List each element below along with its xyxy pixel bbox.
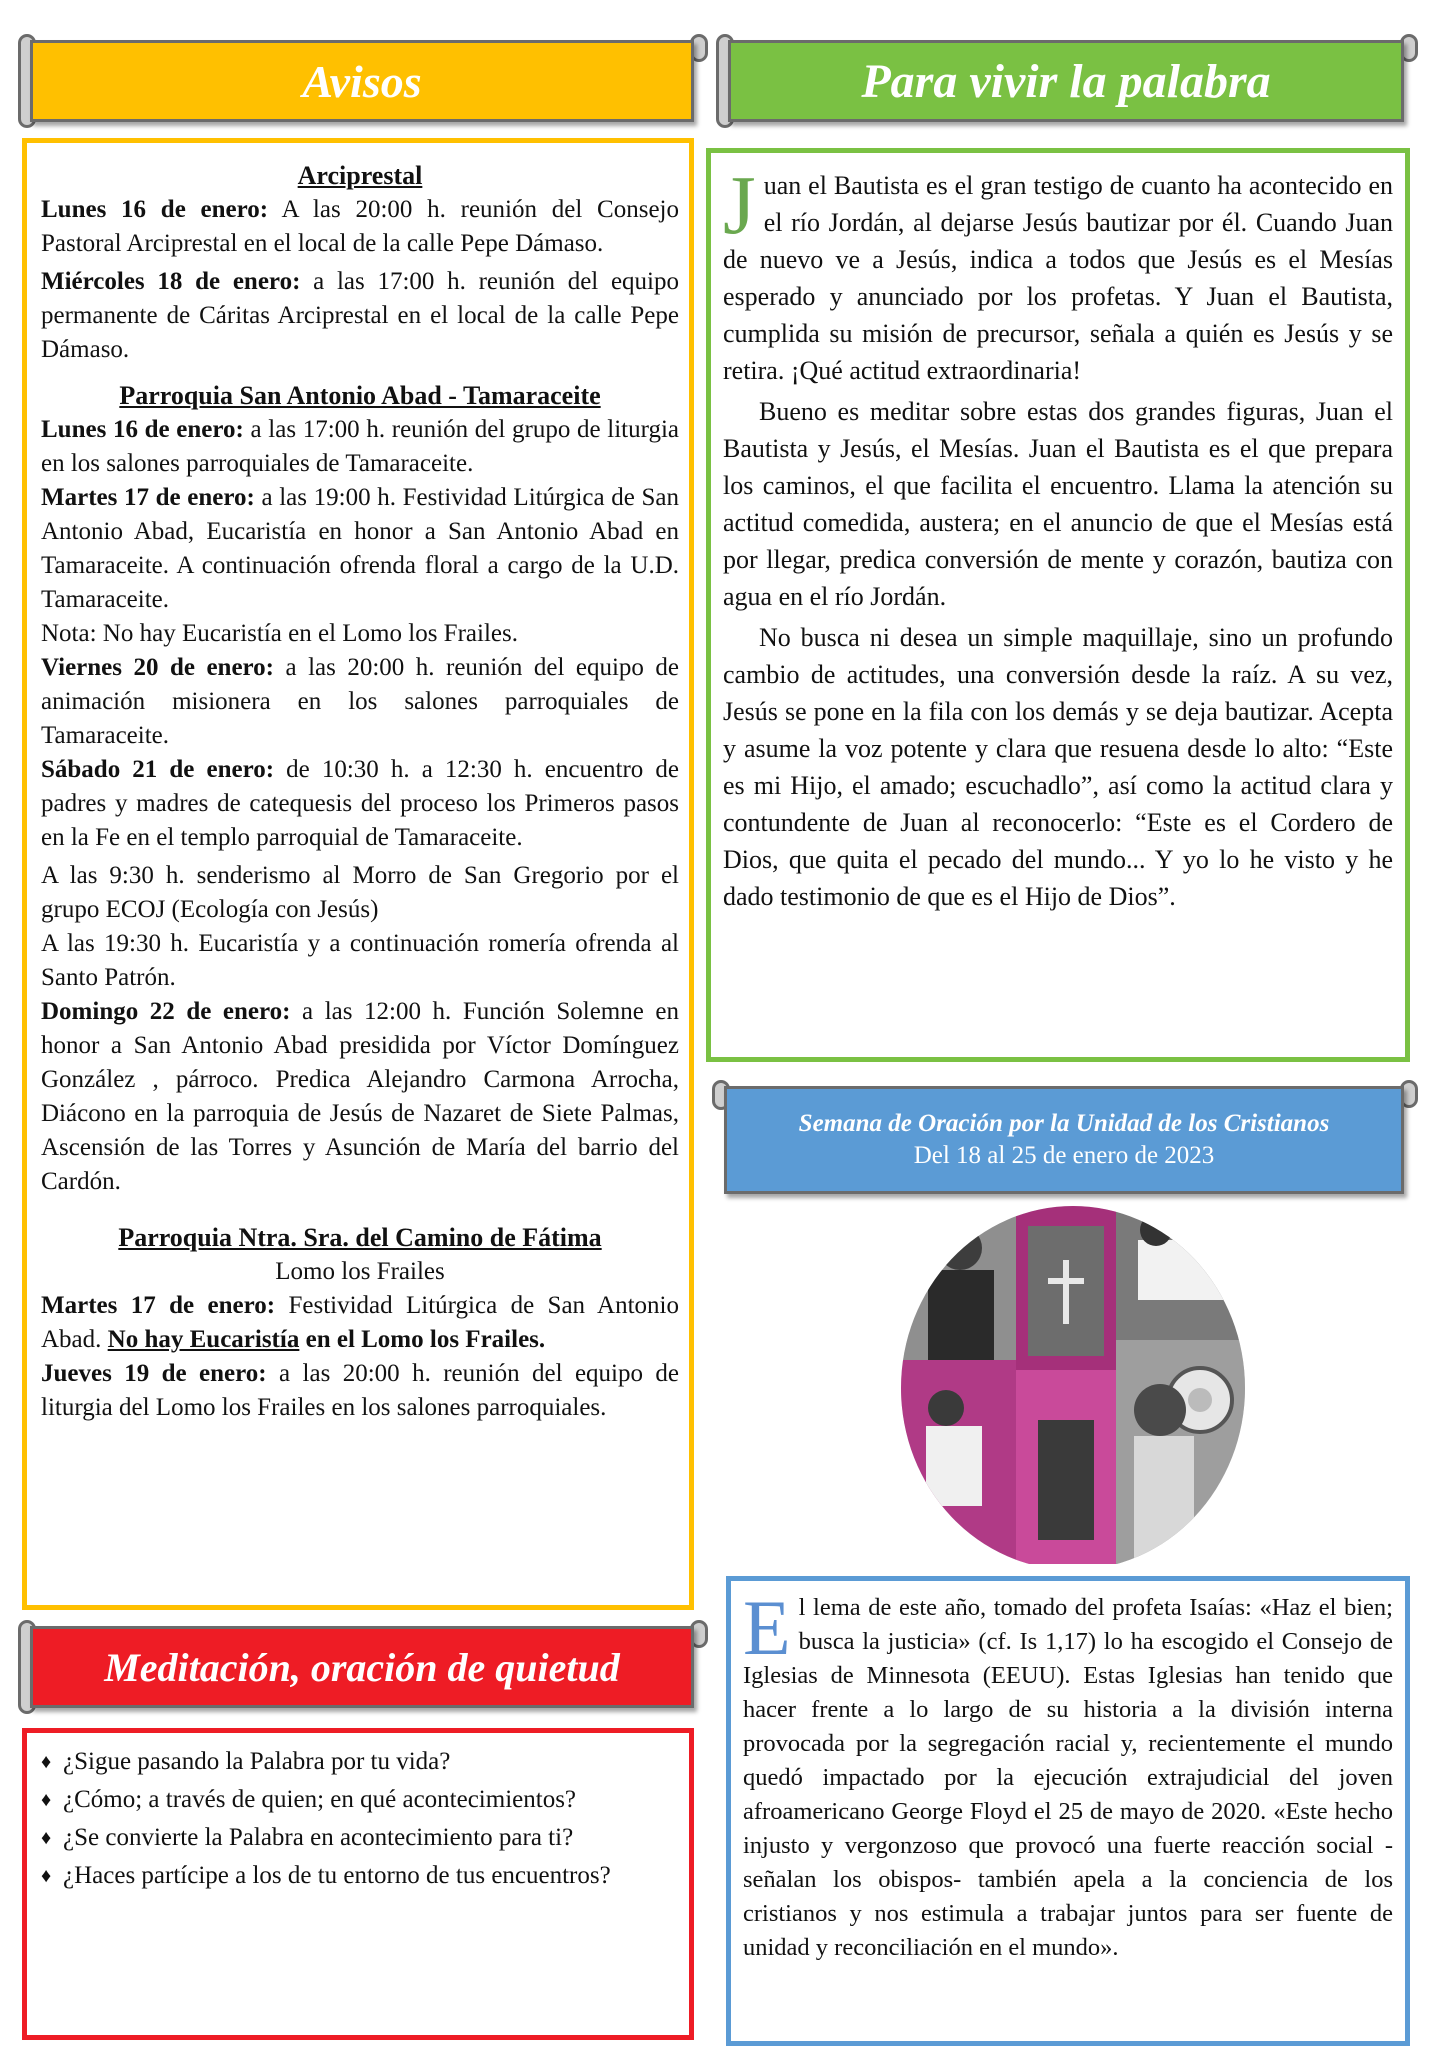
palabra-banner: [728, 40, 1404, 122]
semana-title: Semana de Oración por la Unidad de los Cristianos: [798, 1110, 1330, 1137]
section-subheading: Lomo los Frailes: [275, 1258, 445, 1285]
palabra-paragraph: Juan el Bautista es el gran testigo de cuanto ha acontecido en el río Jordán, al dejarse Jesús bautizar por él. Cuando Juan de nuevo ve a Jesús, indica a todos que Jesús es el Mesías esperado y anunciado por los profetas. Y Juan el Bautista, cumplida su misión de precursor, señala a quién es Jesús y se retira. ¡Qué actitud extraordinaria!: [723, 159, 1393, 385]
palabra-paragraph: No busca ni desea un simple maquillaje, sino un profundo cambio de actitudes, una conversión desde la raíz. A su vez, Jesús se pone en la fila con los demás y se deja bautizar. Acepta y asume la voz potente y clara que resuena desde lo alto: “Este es mi Hijo, el amado; escuchadlo”, así como la actitud clara y contundente de Juan al reconocerlo: “Este es el Cordero de Dios, que quita el pecado del mundo... Y yo lo he visto y he dado testimonio de que es el Hijo de Dios”.: [723, 623, 1393, 911]
dropcap: E: [743, 1584, 791, 1671]
avisos-title: Avisos: [302, 55, 422, 107]
semana-dates: Del 18 al 25 de enero de 2023: [913, 1142, 1215, 1169]
palabra-title: Para vivir la palabra: [861, 54, 1271, 108]
avisos-box: [22, 138, 694, 1610]
meditacion-box: [22, 1728, 694, 2040]
aviso-entry: Lunes 16 de enero: a las 17:00 h. reunión del grupo de liturgia en los salones parroquiales de Tamaraceite.: [41, 416, 679, 477]
aviso-entry: Viernes 20 de enero: a las 20:00 h. reunión del equipo de animación misionera en los salones parroquiales de Tamaraceite.: [41, 654, 679, 749]
avisos-banner: [30, 40, 694, 122]
section-heading: Parroquia San Antonio Abad - Tamaraceite: [119, 381, 601, 410]
unity-collage-image: [898, 1200, 1248, 1564]
diamond-icon: ♦: [41, 1751, 52, 1773]
aviso-entry: Miércoles 18 de enero: a las 17:00 h. reunión del equipo permanente de Cáritas Arciprestal en el local de la calle Pepe Dámaso.: [41, 268, 680, 363]
list-item: ♦ ¿Haces partícipe a los de tu entorno de tus encuentros?: [41, 1859, 679, 1893]
diamond-icon: ♦: [41, 1827, 52, 1849]
section-heading: Arciprestal: [297, 161, 423, 190]
aviso-entry: A las 19:30 h. Eucaristía y a continuación romería ofrenda al Santo Patrón.: [41, 930, 679, 991]
dropcap: J: [723, 159, 756, 252]
aviso-entry: Jueves 19 de enero: a las 20:00 h. reunión del equipo de liturgia del Lomo los Frailes en los salones parroquiales.: [41, 1360, 679, 1421]
diamond-icon: ♦: [41, 1865, 52, 1887]
aviso-entry: Domingo 22 de enero: a las 12:00 h. Función Solemne en honor a San Antonio Abad presidida por Víctor Domínguez González , párroco. Predica Alejandro Carmona Arrocha, Diácono en la parroquia de Jesús de Nazaret de Siete Palmas, Ascensión de las Torres y Asunción de María del barrio del Cardón.: [41, 998, 680, 1195]
meditacion-title: Meditación, oración de quietud: [104, 1644, 620, 1690]
meditacion-banner: [30, 1626, 694, 1708]
list-item: ♦ ¿Cómo; a través de quien; en qué acontecimientos?: [41, 1783, 679, 1817]
section-heading: Parroquia Ntra. Sra. del Camino de Fátima: [118, 1223, 602, 1252]
semana-banner: [724, 1086, 1404, 1194]
list-item: ♦ ¿Sigue pasando la Palabra por tu vida?: [41, 1745, 679, 1779]
list-item: ♦ ¿Se convierte la Palabra en acontecimiento para ti?: [41, 1821, 679, 1855]
semana-paragraph: El lema de este año, tomado del profeta Isaías: «Haz el bien; busca la justicia» (cf. Is 1,17) lo ha escogido el Consejo de Iglesias de Minnesota (EEUU). Estas Iglesias han tenido que hacer frente a lo largo de su historia a la división interna provocada por la segregación racial y, recientemente el mundo quedó impactado por la ejecución extrajudicial del joven afroamericano George Floyd el 25 de mayo de 2020. «Este hecho injusto y vergonzoso que provocó una fuerte reacción social -señalan los obispos- también apela a la conciencia de los cristianos y nos estimula a trabajar juntos para ser fuente de unidad y reconciliación en el mundo».: [743, 1584, 1393, 1961]
palabra-box: [706, 148, 1410, 1062]
palabra-paragraph: Bueno es meditar sobre estas dos grandes figuras, Juan el Bautista y Jesús, el Mesías. Juan el Bautista es el que prepara los caminos, el que facilita el encuentro. Llama la atención su actitud comedida, austera; en el anuncio de que el Mesías está por llegar, predica conversión de mente y corazón, bautiza con agua en el río Jordán.: [723, 397, 1393, 611]
aviso-entry: A las 9:30 h. senderismo al Morro de San Gregorio por el grupo ECOJ (Ecología con Jesús): [41, 862, 679, 923]
aviso-entry: Martes 17 de enero: a las 19:00 h. Festividad Litúrgica de San Antonio Abad, Eucaristía en honor a San Antonio Abad en Tamaraceite. A continuación ofrenda floral a cargo de la U.D. Tamaraceite.: [41, 484, 679, 613]
aviso-entry: Martes 17 de enero: Festividad Litúrgica de San Antonio Abad. No hay Eucaristía en el Lomo los Frailes.: [41, 1292, 680, 1353]
aviso-entry: Sábado 21 de enero: de 10:30 h. a 12:30 h. encuentro de padres y madres de catequesis del proceso los Primeros pasos en la Fe en el templo parroquial de Tamaraceite.: [41, 756, 679, 851]
aviso-entry: Nota: No hay Eucaristía en el Lomo los Frailes.: [41, 620, 518, 647]
diamond-icon: ♦: [41, 1789, 52, 1811]
aviso-entry: Lunes 16 de enero: A las 20:00 h. reunión del Consejo Pastoral Arciprestal en el local de la calle Pepe Dámaso.: [41, 196, 679, 257]
semana-box: [726, 1576, 1410, 2046]
